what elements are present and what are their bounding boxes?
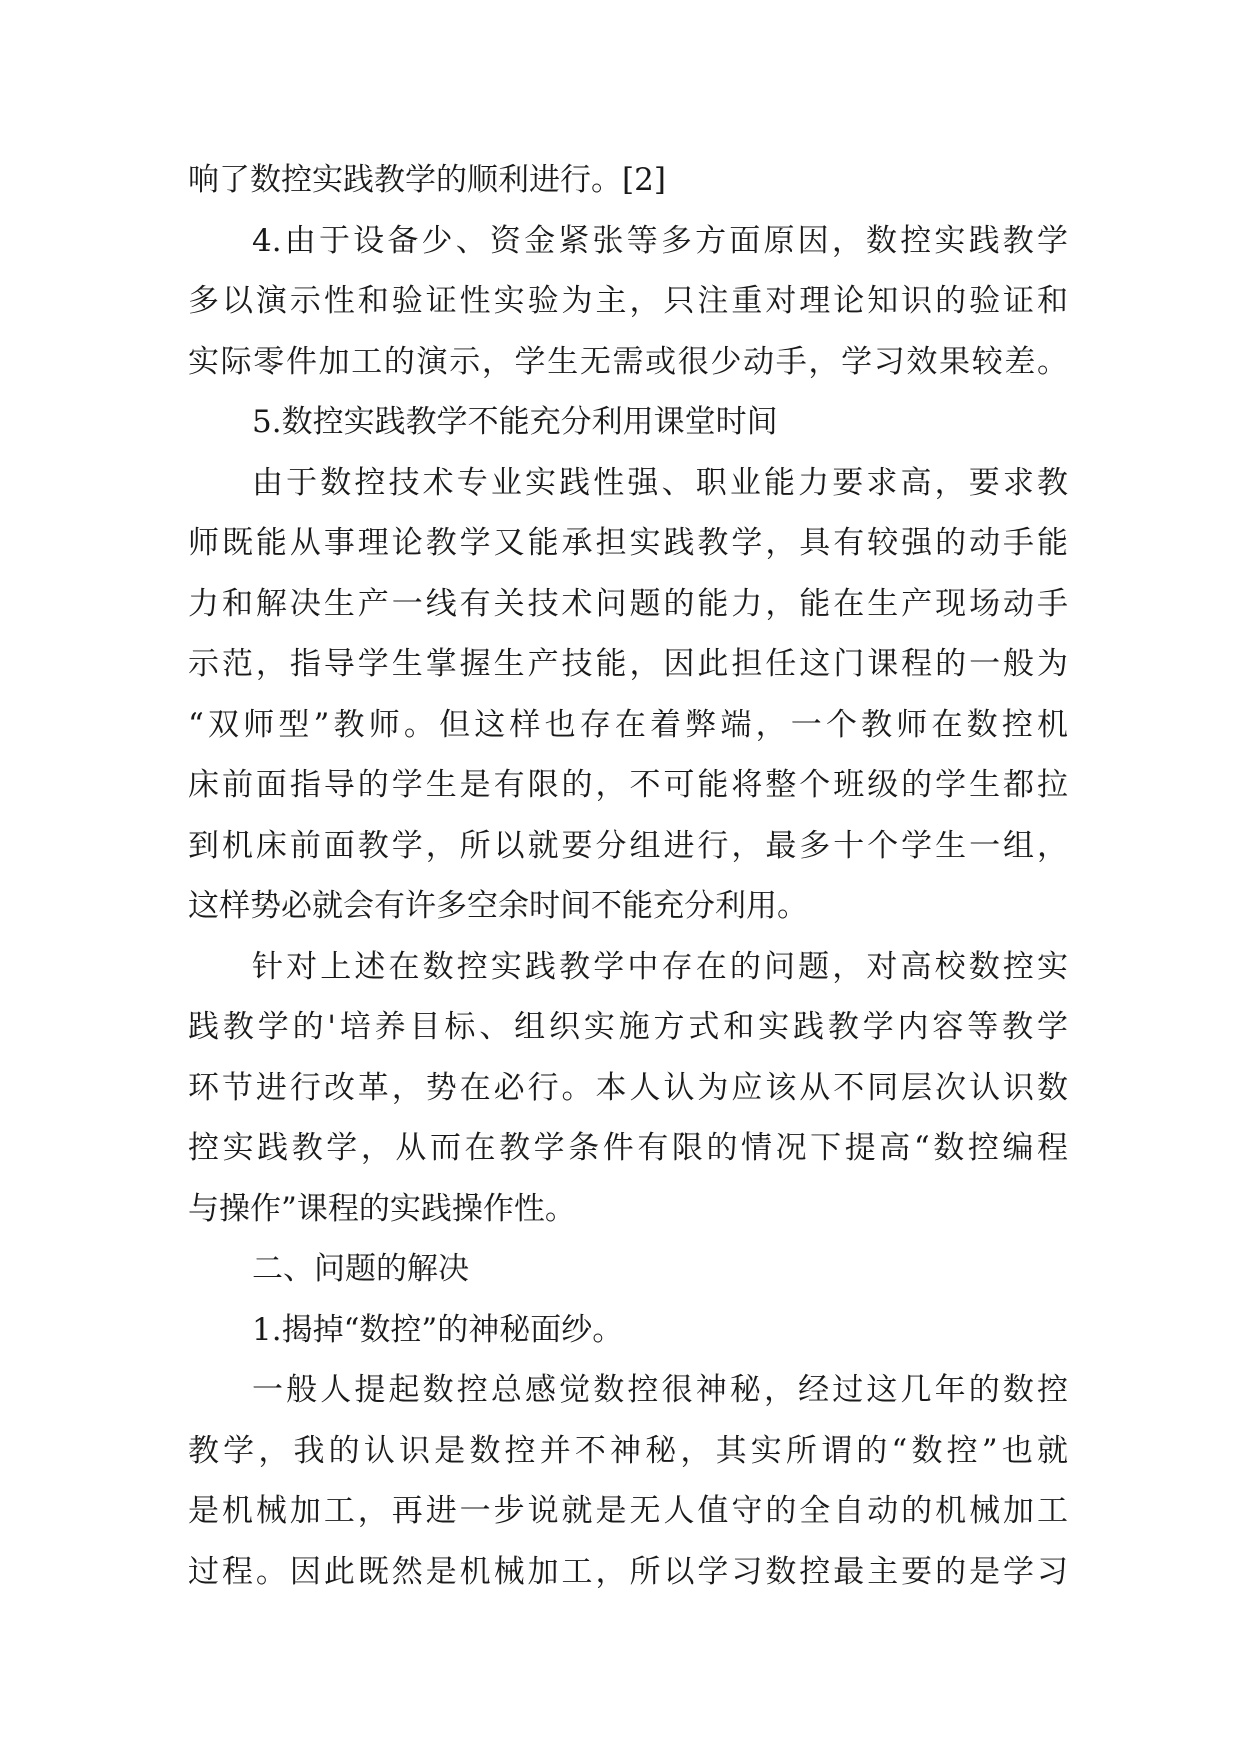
text-line: 一般人提起数控总感觉数控很神秘，经过这几年的数控 [252, 1372, 1068, 1408]
text-line: 环节进行改革，势在必行。本人认为应该从不同层次认识数 [188, 1069, 1068, 1106]
body-text [188, 150, 1068, 1602]
subsection-heading: 1.揭掉“数控”的神秘面纱。 [252, 1311, 624, 1348]
text-line: 践教学的'培养目标、组织实施方式和实践教学内容等教学 [188, 1009, 1068, 1045]
text-line: 由于数控技术专业实践性强、职业能力要求高，要求教 [252, 464, 1068, 501]
text-line: 实际零件加工的演示，学生无需或很少动手，学习效果较差。 [188, 343, 1068, 380]
text-line: 是机械加工，再进一步说就是无人值守的全自动的机械加工 [188, 1493, 1068, 1529]
section-heading: 二、问题的解决 [252, 1251, 469, 1287]
text-line: 多以演示性和验证性实验为主，只注重对理论知识的验证和 [188, 283, 1068, 319]
text-line: 教学，我的认识是数控并不神秘，其实所谓的“数控”也就 [188, 1432, 1068, 1469]
text-line: 示范，指导学生掌握生产技能，因此担任这门课程的一般为 [188, 646, 1068, 682]
text-line: 4.由于设备少、资金紧张等多方面原因，数控实践教学 [252, 222, 1068, 259]
text-line: 响了数控实践教学的顺利进行。[2] [188, 162, 666, 198]
text-line: 师既能从事理论教学又能承担实践教学，具有较强的动手能 [188, 525, 1068, 561]
text-line: 这样势必就会有许多空余时间不能充分利用。 [188, 888, 808, 924]
section-heading: 5.数控实践教学不能充分利用课堂时间 [252, 404, 778, 440]
text-line: 过程。因此既然是机械加工，所以学习数控最主要的是学习 [188, 1553, 1068, 1590]
text-line: 控实践教学，从而在教学条件有限的情况下提高“数控编程 [188, 1130, 1068, 1166]
text-line: 到机床前面教学，所以就要分组进行，最多十个学生一组， [188, 827, 1068, 864]
text-line: 与操作”课程的实践操作性。 [188, 1190, 576, 1227]
text-line: 针对上述在数控实践教学中存在的问题，对高校数控实 [252, 948, 1068, 985]
text-line: 床前面指导的学生是有限的，不可能将整个班级的学生都拉 [188, 767, 1068, 803]
text-line: 力和解决生产一线有关技术问题的能力，能在生产现场动手 [188, 585, 1068, 622]
text-line: “双师型”教师。但这样也存在着弊端，一个教师在数控机 [188, 706, 1068, 743]
